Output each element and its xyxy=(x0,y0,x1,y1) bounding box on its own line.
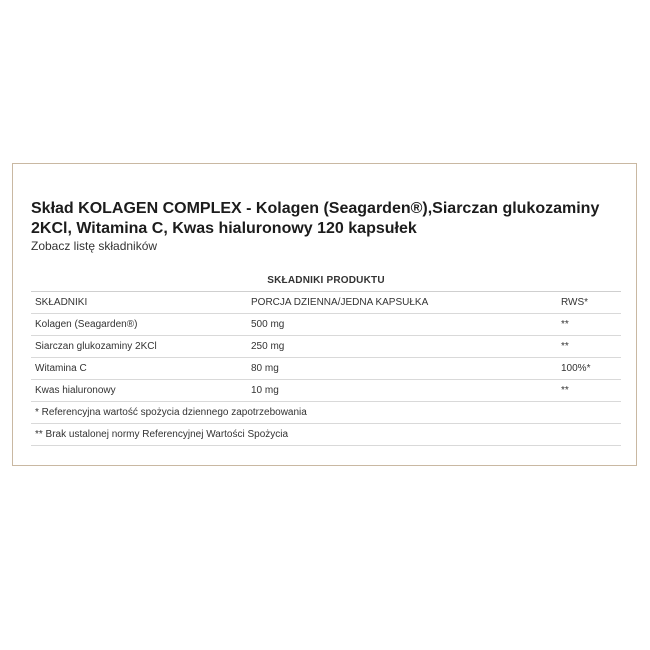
header-ingredient: SKŁADNIKI xyxy=(35,297,88,308)
ingredient-amount: 250 mg xyxy=(251,341,285,352)
ingredient-amount: 500 mg xyxy=(251,319,285,330)
composition-title: Skład KOLAGEN COMPLEX - Kolagen (Seagarden®),Siarczan glukozaminy 2KCl, Witamina C, Kwas hialuronowy 120 kapsułek xyxy=(31,200,600,237)
footnote-no-norm: ** Brak ustalonej normy Referencyjnej Wartości Spożycia xyxy=(31,424,621,446)
ingredient-amount: 80 mg xyxy=(251,363,279,374)
table-row xyxy=(31,314,621,336)
header-rws: RWS* xyxy=(561,297,589,308)
ingredients-table xyxy=(31,291,621,446)
ingredient-rws: 100%* xyxy=(561,363,591,374)
table-row xyxy=(31,336,621,358)
ingredient-name: Kwas hialuronowy xyxy=(35,385,116,396)
ingredients-section-heading: SKŁADNIKI PRODUKTU xyxy=(267,275,385,286)
ingredient-name: Witamina C xyxy=(35,363,87,374)
table-row xyxy=(31,358,621,380)
table-header-row xyxy=(31,292,621,314)
ingredient-name: Kolagen (Seagarden®) xyxy=(35,319,138,330)
footnote-rws: * Referencyjna wartość spożycia dziennego zapotrzebowania xyxy=(31,402,621,424)
ingredients-list-link[interactable]: Zobacz listę składników xyxy=(31,239,158,253)
table-row xyxy=(31,380,621,402)
ingredient-rws: ** xyxy=(561,385,569,396)
ingredient-name: Siarczan glukozaminy 2KCl xyxy=(35,341,157,352)
ingredient-rws: ** xyxy=(561,341,569,352)
product-composition-card xyxy=(12,163,637,466)
ingredient-rws: ** xyxy=(561,319,569,330)
ingredient-amount: 10 mg xyxy=(251,385,279,396)
header-daily-portion: PORCJA DZIENNA/JEDNA KAPSUŁKA xyxy=(251,297,429,308)
